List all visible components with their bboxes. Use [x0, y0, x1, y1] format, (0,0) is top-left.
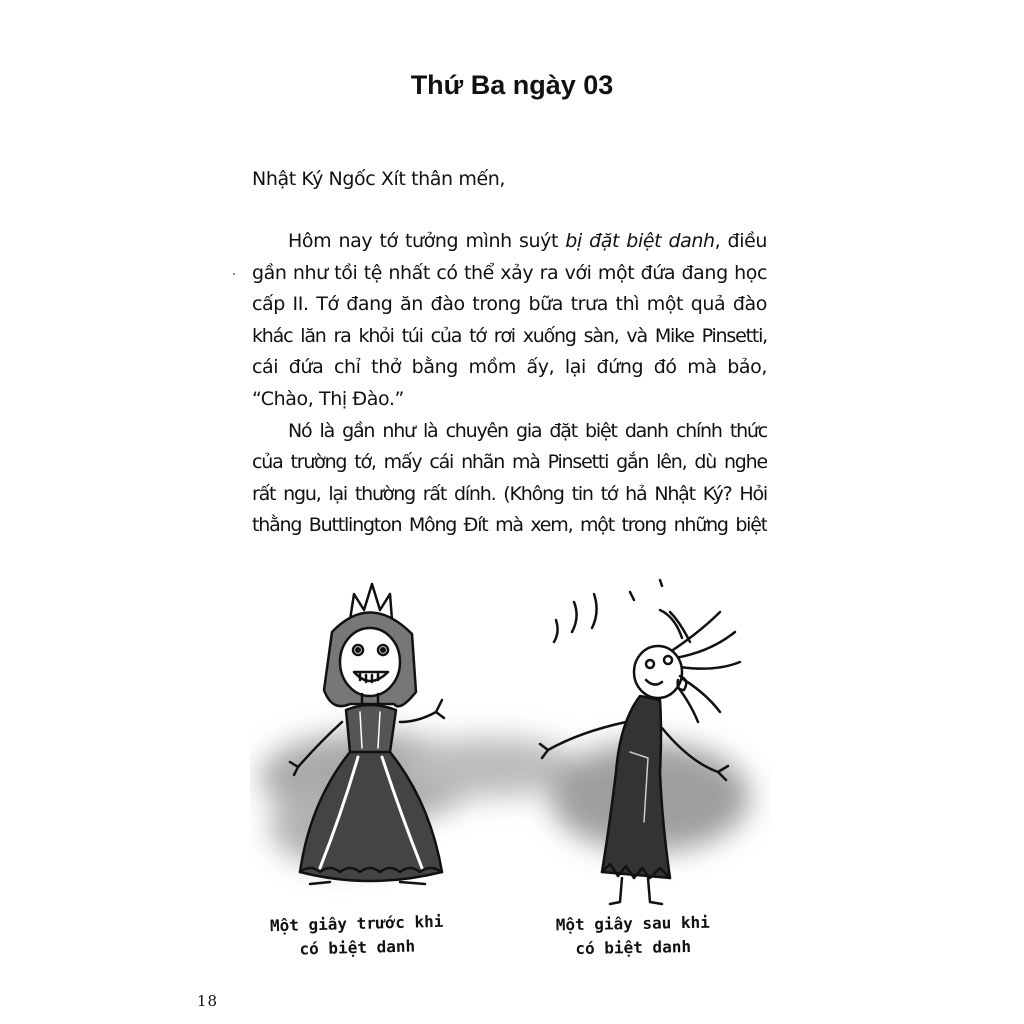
body-text [252, 226, 767, 542]
page-title: Thứ Ba ngày 03 [410, 70, 614, 100]
princess-figure [290, 584, 444, 884]
text-line: thằng Buttlington Mông Đít mà xem, một trong những biệt [252, 514, 767, 537]
text-line: cái đứa chỉ thở bằng mồm ấy, lại đứng đó mà bảo, [252, 356, 767, 379]
illustration [250, 572, 770, 912]
caption-after: Một giây sau khi có biệt danh [555, 912, 710, 959]
text-line: “Chào, Thị Đào.” [252, 387, 404, 410]
disheveled-figure [540, 580, 740, 904]
text-line: của trường tớ, mấy cái nhãn mà Pinsetti gắn lên, dù nghe [252, 451, 767, 474]
text-line: Hôm nay tớ tưởng mình suýt bị đặt biệt danh, điều [288, 230, 767, 252]
text-line: cấp II. Tớ đang ăn đào trong bữa trưa thì một quả đào [252, 293, 767, 316]
text-line: rất ngu, lại thường rất dính. (Không tin tớ hả Nhật Ký? Hỏi [252, 482, 767, 505]
text-line: khác lăn ra khỏi túi của tớ rơi xuống sàn, và Mike Pinsetti, [252, 324, 767, 347]
greeting: Nhật Ký Ngốc Xít thân mến, [252, 168, 506, 190]
margin-speck [233, 273, 235, 275]
text-line: Nó là gần như là chuyên gia đặt biệt danh chính thức [288, 419, 767, 442]
text-line: gần như tồi tệ nhất có thể xảy ra với một đứa đang học [252, 261, 767, 284]
caption-before: Một giây trước khi có biệt danh [269, 911, 444, 959]
page-number: 18 [197, 992, 219, 1010]
